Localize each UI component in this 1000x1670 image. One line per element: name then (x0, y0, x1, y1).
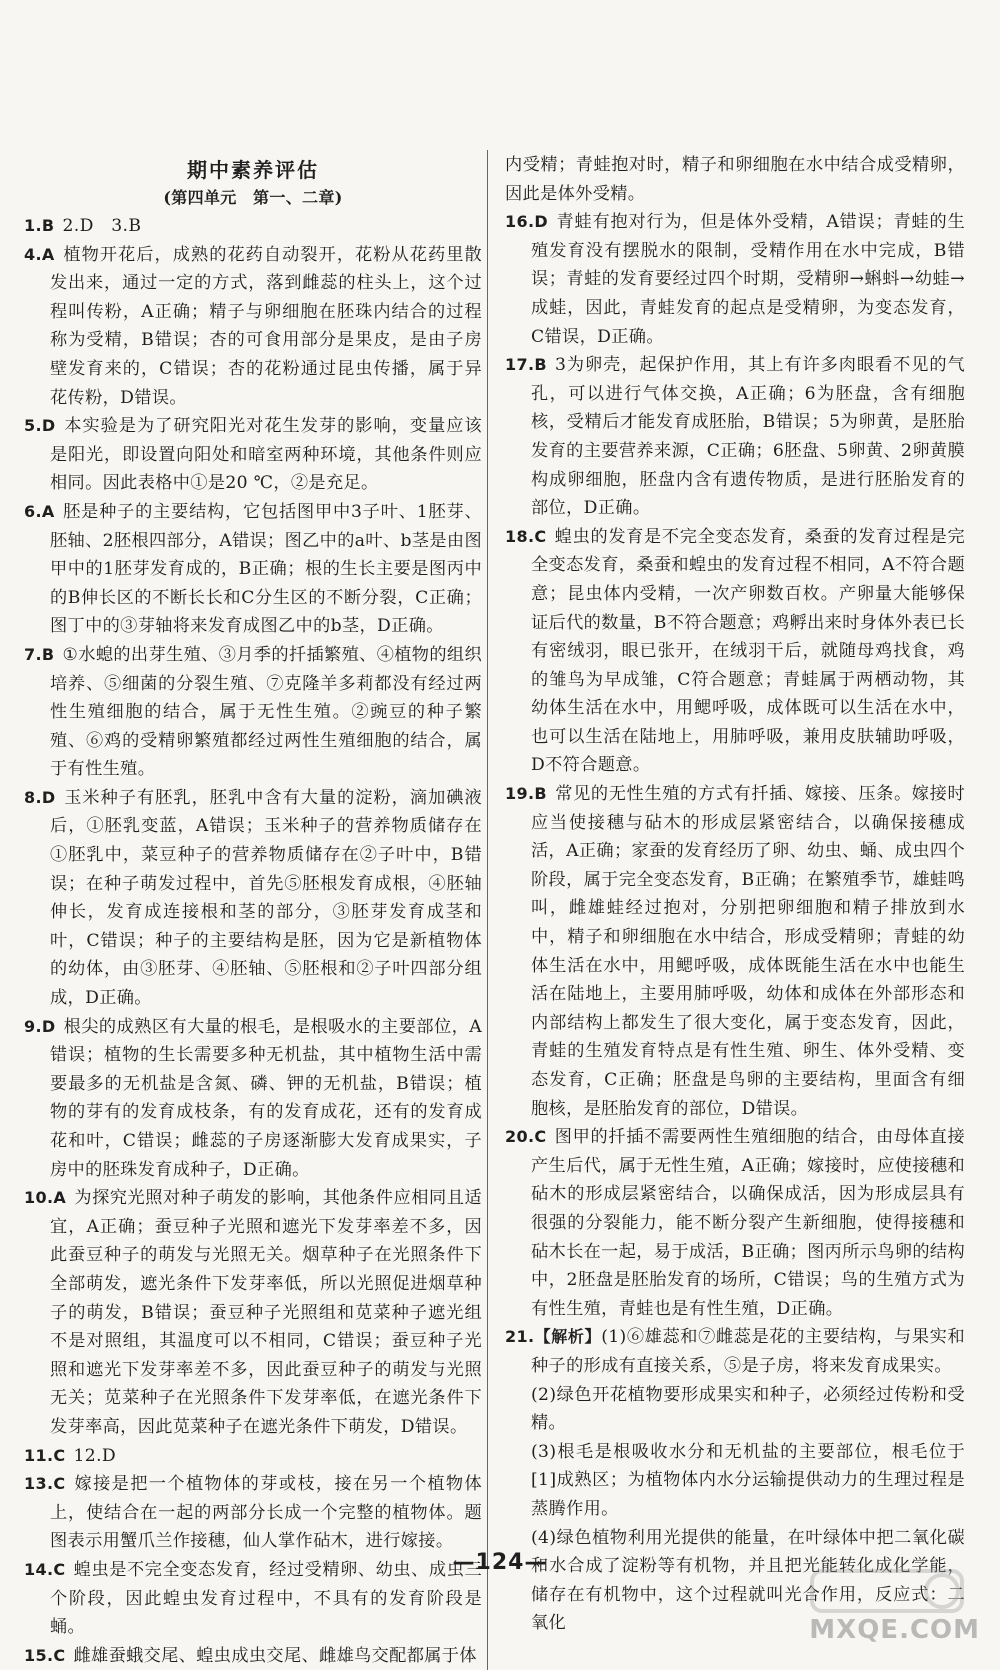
answer-choice: D (41, 1016, 56, 1036)
answer-explanation: 根尖的成熟区有大量的根毛，是根吸水的主要部位，A错误；植物的生长需要多种无机盐，其中植物生活中需要最多的无机盐是含氮、磷、钾的无机盐，B错误；植物的芽有的发育成枝条，有的发育成花，还有的发育成花和叶，C错误；雌蕊的子房逐渐膨大发育成果实，子房中的胚珠发育成种子，D正确。 (50, 1016, 482, 1180)
answer-explanation: 蝗虫的发育是不完全变态发育，桑蚕的发育过程是完全变态发育，桑蚕和蝗虫的发育过程不相同，A不符合题意；昆虫体内受精，一次产卵数百枚。产卵量大能够保证后代的数量，B不符合题意；鸡孵出来时身体外表已长有密绒羽，眼已张开，在绒羽干后，就随母鸡找食，鸡的雏鸟为早成雏，C符合题意；青蛙属于两栖动物，其幼体生活在水中，用鳃呼吸，成体既可以生活在水中，也可以生活在陆地上，用肺呼吸，兼用皮肤辅助呼吸，D不符合题意。 (531, 526, 965, 776)
answer-item (24, 498, 482, 641)
answer-explanation: 植物开花后，成熟的花药自动裂开，花粉从花药里散发出来，通过一定的方式，落到雌蕊的柱头上，这个过程叫传粉，A正确；精子与卵细胞在胚珠内结合的过程称为受精，B错误；杏的可食用部分是果皮，是由子房壁发育来的，C错误；杏的花粉通过昆虫传播，属于异花传粉，D错误。 (50, 244, 482, 408)
answer-choice: B (41, 644, 55, 664)
analysis-tag: 【解析】 (534, 1327, 602, 1347)
answer-choice: A (41, 501, 55, 521)
answer-number: 6. (24, 501, 42, 521)
answer-item (24, 1470, 482, 1556)
answer-21-part: (4)绿色植物利用光提供的能量，在叶绿体中把二氧化碳和水合成了淀粉等有机物，并且把光能转化成化学能，储存在有机物中，这个过程就叫光合作用，反应式：二氧化 (531, 1527, 965, 1634)
answer-number: 14. (24, 1559, 54, 1579)
left-column (24, 150, 482, 1670)
answer-number: 17. (505, 355, 535, 375)
answer-item (24, 241, 482, 413)
answer-choice: D (41, 787, 56, 807)
page-subtitle: (第四单元 第一、二章) (163, 188, 343, 207)
page-number: —124— (452, 1550, 548, 1575)
answer-choice: C (53, 1559, 66, 1579)
answer-number: 7. (24, 644, 42, 664)
answer-21-part: (3)根毛是根吸收水分和无机盐的主要部位，根毛位于[1]成熟区；为植物体内水分运输提供动力的生理过程是蒸腾作用。 (531, 1441, 965, 1519)
answer-number: 19. (505, 784, 535, 804)
left-answer-list (24, 212, 482, 1670)
answer-explanation: 蝗虫是不完全变态发育，经过受精卵、幼虫、成虫三个阶段，因此蝗虫发育过程中，不具有的发育阶段是蛹。 (50, 1559, 482, 1638)
answer-explanation: 嫁接是把一个植物体的芽或枝，接在另一个植物体上，使结合在一起的两部分长成一个完整的植物体。题图表示用蟹爪兰作接穗，仙人掌作砧木，进行嫁接。 (50, 1474, 482, 1552)
right-answer-list (505, 151, 965, 1323)
answer-explanation: 青蛙有抱对行为，但是体外受精，A错误；青蛙的生殖发育没有摆脱水的限制，受精作用在水中完成，B错误；青蛙的发育要经过四个时期，受精卵→蝌蚪→幼蛙→成蛙，因此，青蛙发育的起点是受精卵，为变态发育，C错误，D正确。 (531, 212, 965, 347)
watermark-text: MXQE.COM (809, 1615, 980, 1645)
answer-choice: C (534, 526, 547, 546)
answer-number: 8. (24, 787, 42, 807)
answer-item (505, 523, 965, 780)
answer-item (24, 1442, 482, 1471)
answer-number: 5. (24, 416, 42, 436)
answer-explanation: (1)⑥雄蕊和⑦雌蕊是花的主要结构，与果实和种子的形成有直接关系，⑤是子房，将来发育成果实。 (531, 1327, 965, 1376)
answer-item (24, 412, 482, 498)
answer-explanation: 玉米种子有胚乳，胚乳中含有大量的淀粉，滴加碘液后，①胚乳变蓝，A错误；玉米种子的营养物质储存在①胚乳中，菜豆种子的营养物质储存在②子叶中，B错误；在种子萌发过程中，首先⑤胚根发育成根，④胚轴伸长，发育成连接根和茎的部分，③胚芽发育成茎和叶，C错误；种子的主要结构是胚，因为它是新植物体的幼体，由③胚芽、④胚轴、⑤胚根和②子叶四部分组成，D正确。 (50, 787, 482, 1009)
answer-number: 11. (24, 1445, 54, 1465)
answer-item (505, 1123, 965, 1323)
answer-choice: B (534, 784, 547, 804)
answer-explanation: 雌雄蚕蛾交尾、蝗虫成虫交尾、雌雄鸟交配都属于体 (73, 1645, 477, 1666)
answer-21-part: (2)绿色开花植物要形成果实和种子，必须经过传粉和受精。 (531, 1384, 965, 1434)
answer-item (24, 1642, 482, 1670)
right-column (505, 151, 965, 1638)
answer-item (24, 641, 482, 784)
answer-explanation: 3为卵壳，起保护作用，其上有许多肉眼看不见的气孔，可以进行气体交换，A正确；6为胚盘，含有细胞核，受精后才能发育成胚胎，B错误；5为卵黄，是胚胎发育的主要营养来源，C正确；6胚盘、5卵黄、2卵黄膜构成卵细胞，胚盘内含有遗传物质，是进行胚胎发育的部位，D正确。 (531, 355, 965, 519)
answer-item-21 (505, 1323, 965, 1380)
answer-item (24, 1013, 482, 1185)
answer-item (505, 151, 965, 208)
answer-item (505, 780, 965, 1123)
answer-number: 13. (24, 1474, 54, 1494)
answer-item (24, 212, 482, 241)
answer-choice: D (41, 416, 56, 436)
answer-choice: C (53, 1474, 66, 1494)
answer-explanation: 胚是种子的主要结构，它包括图甲中3子叶、1胚芽、胚轴、2胚根四部分，A错误；图乙中的a叶、b茎是由图甲中的1胚芽发育成的，B正确；根的生长主要是图丙中的B伸长区的不断长长和C分生区的不断分裂，C正确；图丁中的③芽轴将来发育成图乙中的b茎，D正确。 (50, 501, 482, 637)
answer-choice: A (53, 1188, 67, 1208)
answer-choice: C (534, 1127, 547, 1147)
column-divider (487, 150, 488, 1670)
answer-item (24, 1184, 482, 1441)
page-title: 期中素养评估 (187, 158, 319, 182)
answer-number: 9. (24, 1016, 42, 1036)
answer-explanation: 2.D 3.B (62, 216, 142, 236)
answer-item (505, 208, 965, 351)
answer-number: 20. (505, 1127, 535, 1147)
answer-explanation: ①水螅的出芽生殖、③月季的扦插繁殖、④植物的组织培养、⑤细菌的分裂生殖、⑦克隆羊多莉都没有经过两性生殖细胞的结合，属于无性生殖。②豌豆的种子繁殖、⑥鸡的受精卵繁殖都经过两性生殖细胞的结合，属于有性生殖。 (50, 644, 482, 780)
answer-number: 1. (24, 216, 42, 235)
answer-explanation: 常见的无性生殖的方式有扦插、嫁接、压条。嫁接时应当使接穗与砧木的形成层紧密结合，以确保接穗成活，A正确；家蚕的发育经历了卵、幼虫、蛹、成虫四个阶段，属于完全变态发育，B正确；在繁殖季节，雄蛙鸣叫，雌雄蛙经过抱对，分别把卵细胞和精子排放到水中，精子和卵细胞在水中结合，形成受精卵；青蛙的幼体生活在水中，用鳃呼吸，成体既能生活在水中也能生活在陆地上，主要用肺呼吸，幼体和成体在外部形态和内部结构上都发生了很大变化，属于变态发育，因此，青蛙的生殖发育特点是有性生殖、卵生、体外受精、变态发育，C正确；胚盘是鸟卵的主要结构，里面含有细胞核，是胚胎发育的部位，D错误。 (531, 784, 965, 1119)
answer-choice: B (534, 355, 547, 375)
answer-explanation: 图甲的扦插不需要两性生殖细胞的结合，由母体直接产生后代，属于无性生殖，A正确；嫁接时，应使接穗和砧木的形成层紧密结合，以确保成活，因为形成层具有很强的分裂能力，能不断分裂产生新细胞，使得接穗和砧木长在一起，易于成活，B正确；图丙所示鸟卵的结构中，2胚盘是胚胎发育的场所，C错误；鸟的生殖方式为有性生殖，青蛙也是有性生殖，D正确。 (531, 1127, 965, 1319)
answer-choice: B (41, 216, 55, 235)
answer-number: 15. (24, 1645, 54, 1665)
answer-choice: C (53, 1645, 66, 1665)
answer-number: 4. (24, 244, 42, 264)
answer-explanation: 为探究光照对种子萌发的影响，其他条件应相同且适宜，A正确；蚕豆种子光照和遮光下发芽率差不多，因此蚕豆种子的萌发与光照无关。烟草种子在光照条件下全部萌发，遮光条件下发芽率低，所以光照促进烟草种子的萌发，B错误；蚕豆种子光照组和苋菜种子遮光组不是对照组，其温度可以不相同，C错误；蚕豆种子光照和遮光下发芽率差不多，因此蚕豆种子的萌发与光照无关；苋菜种子在光照条件下发芽率低，在遮光条件下发芽率高，因此苋菜种子在遮光条件下萌发，D错误。 (50, 1188, 482, 1437)
answer-explanation: 本实验是为了研究阳光对花生发芽的影响，变量应该是阳光，即设置向阳处和暗室两种环境，其他条件则应相同。因此表格中①是20 ℃，②是充足。 (50, 416, 482, 494)
answer-number: 16. (505, 212, 535, 232)
answer-choice: C (53, 1445, 66, 1465)
answer-number: 10. (24, 1188, 54, 1208)
answer-explanation: 内受精；青蛙抱对时，精子和卵细胞在水中结合成受精卵，因此是体外受精。 (505, 155, 965, 204)
answer-choice: A (41, 244, 55, 264)
answer-number: 21. (505, 1327, 535, 1347)
answer-item (505, 351, 965, 523)
answer-choice: D (534, 212, 549, 232)
answer-explanation: 12.D (73, 1445, 117, 1466)
answer-number: 18. (505, 526, 535, 546)
answer-item (24, 784, 482, 1013)
